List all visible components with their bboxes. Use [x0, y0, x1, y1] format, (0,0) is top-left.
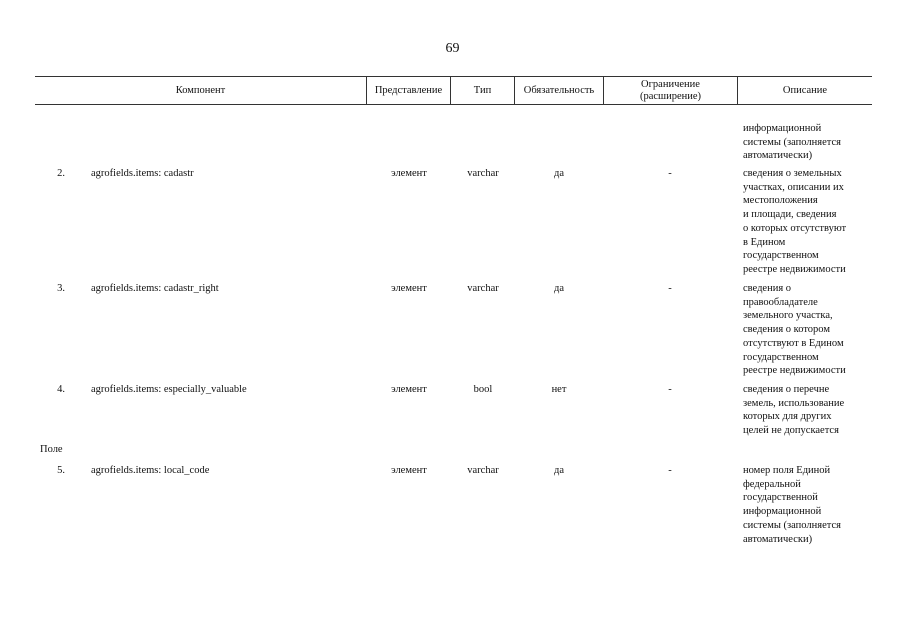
- row-required: нет: [551, 384, 567, 395]
- header-description: Описание: [782, 85, 828, 96]
- row-component: agrofields.items: especially_valuable: [91, 384, 247, 395]
- row-number: 5.: [57, 465, 65, 476]
- row-required: да: [553, 168, 564, 179]
- row-description: сведения о земельных участках, описании их местоположения и площади, сведения о которых отсутствуют в Едином государственном реестре недвижимости: [743, 168, 847, 275]
- row-description: сведения о правообладателе земельного участка, сведения о котором отсутствуют в Едином государственном реестре недвижимости: [743, 283, 846, 377]
- row-restriction: -: [668, 384, 672, 395]
- row-representation: элемент: [391, 168, 427, 179]
- header-representation: Представление: [374, 85, 443, 96]
- row-required: да: [553, 283, 564, 294]
- row-type: varchar: [467, 283, 499, 294]
- header-component: Компонент: [175, 85, 226, 96]
- row-representation: элемент: [391, 465, 427, 476]
- row-component: agrofields.items: cadastr: [91, 168, 194, 179]
- row-number: 3.: [57, 283, 65, 294]
- row-restriction: -: [668, 283, 672, 294]
- row-representation: элемент: [391, 384, 427, 395]
- row-description: сведения о перечне земель, использование которых для других целей не допускается: [743, 384, 845, 437]
- row-number: 2.: [57, 168, 65, 179]
- header-required: Обязательность: [523, 85, 595, 96]
- header-restriction: Ограничение (расширение): [639, 79, 702, 102]
- row-restriction: -: [668, 465, 672, 476]
- row-restriction: -: [668, 168, 672, 179]
- table-header-bottom-rule: [35, 104, 872, 105]
- row-type: bool: [473, 384, 493, 395]
- row-type: varchar: [467, 168, 499, 179]
- row-required: да: [553, 465, 564, 476]
- row-description: номер поля Единой федеральной государственной информационной системы (заполняется автоматически): [743, 465, 841, 545]
- continued-description: информационной системы (заполняется автоматически): [743, 123, 841, 162]
- header-type: Тип: [473, 85, 492, 96]
- row-component: agrofields.items: cadastr_right: [91, 283, 219, 294]
- page-number: 69: [445, 41, 460, 56]
- table-top-rule: [35, 76, 872, 77]
- row-representation: элемент: [391, 283, 427, 294]
- row-number: 4.: [57, 384, 65, 395]
- section-label: Поле: [40, 444, 63, 455]
- row-type: varchar: [467, 465, 499, 476]
- row-component: agrofields.items: local_code: [91, 465, 210, 476]
